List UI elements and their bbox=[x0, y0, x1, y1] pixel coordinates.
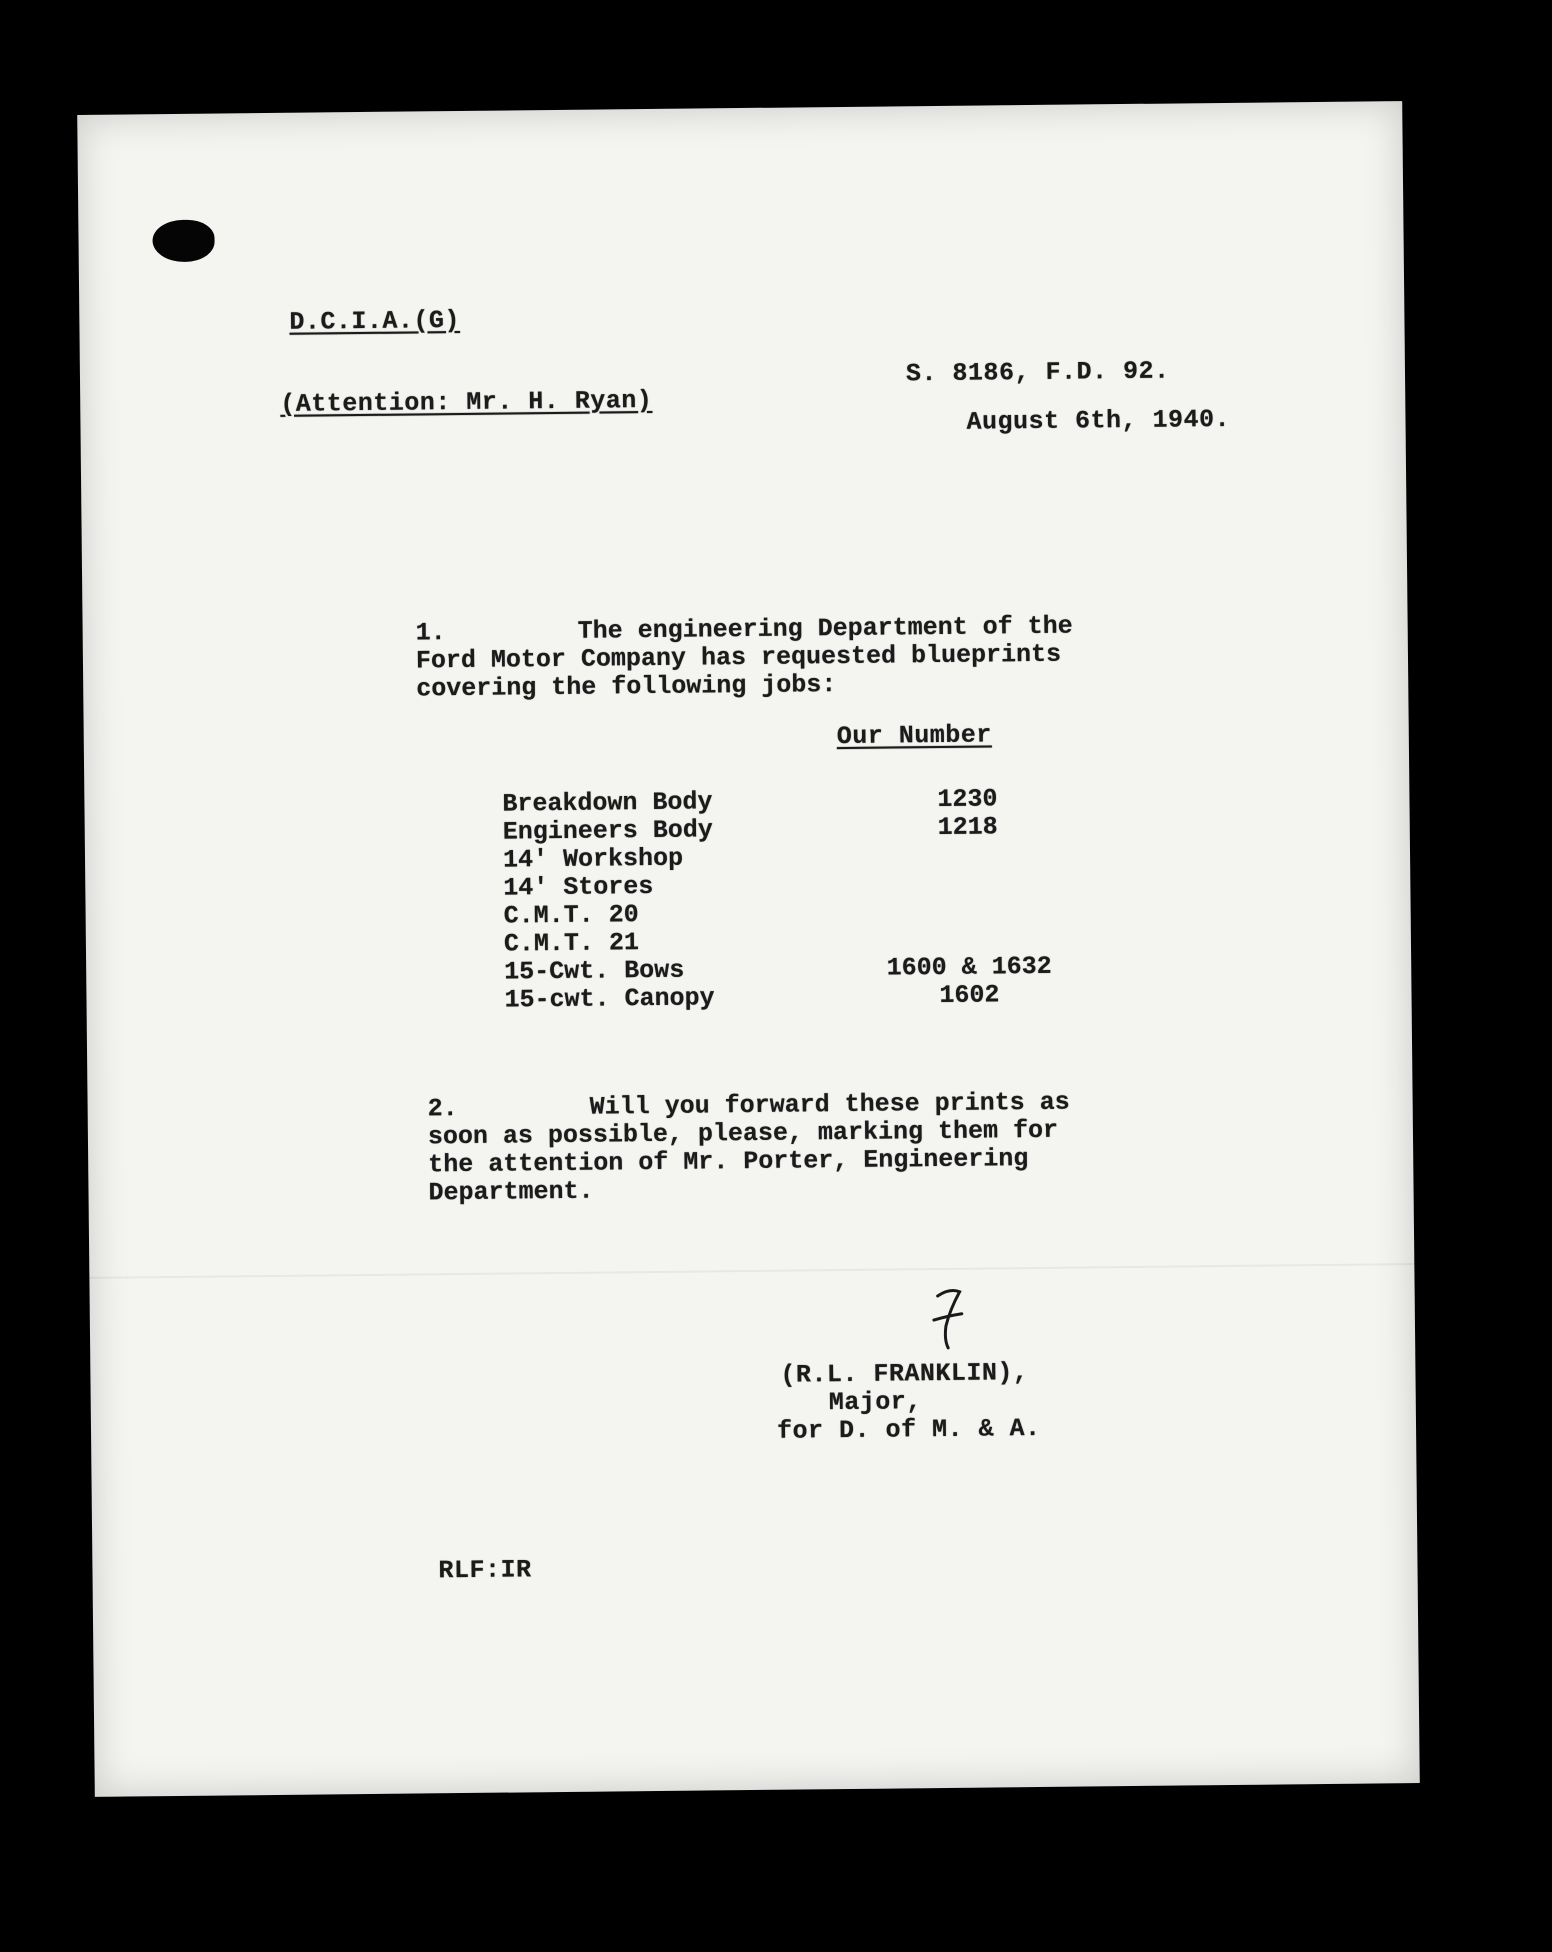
jobs-list bbox=[502, 784, 1124, 1014]
job-number: 1600 & 1632 bbox=[886, 951, 1052, 983]
job-number: 1602 bbox=[939, 980, 1000, 1011]
job-name: 14' Stores bbox=[503, 871, 654, 903]
job-row bbox=[504, 980, 1124, 1014]
job-name: Breakdown Body bbox=[502, 787, 713, 819]
file-reference: S. 8186, F.D. 92. bbox=[905, 356, 1170, 389]
job-number: 1218 bbox=[937, 812, 998, 843]
paragraph-2-line-3: the attention of Mr. Porter, Engineering bbox=[428, 1144, 1029, 1180]
job-name: C.M.T. 21 bbox=[503, 928, 640, 959]
paragraph-2 bbox=[428, 1089, 1071, 1208]
paragraph-2-line-4: Department. bbox=[428, 1176, 594, 1208]
typist-initials: RLF:IR bbox=[438, 1555, 532, 1586]
job-name: Engineers Body bbox=[502, 815, 713, 847]
job-number: 1230 bbox=[937, 784, 998, 815]
signatory-name: (R.L. FRANKLIN), bbox=[780, 1358, 1029, 1390]
paragraph-2-line-2: soon as possible, please, marking them for bbox=[427, 1115, 1059, 1152]
paragraph-1 bbox=[416, 613, 1074, 704]
addressee: D.C.I.A.(G) bbox=[289, 305, 461, 337]
job-name: 15-Cwt. Bows bbox=[504, 955, 685, 987]
jobs-column-header: Our Number bbox=[836, 720, 992, 752]
paragraph-1-line-2: Ford Motor Company has requested blueprints bbox=[415, 639, 1062, 676]
ink-blot bbox=[152, 220, 214, 263]
attention-line: (Attention: Mr. H. Ryan) bbox=[280, 385, 653, 419]
signatory-rank: Major, bbox=[828, 1387, 922, 1418]
paragraph-1-line-3: covering the following jobs: bbox=[416, 670, 837, 704]
job-name: 14' Workshop bbox=[502, 843, 684, 875]
signatory-for-line: for D. of M. & A. bbox=[776, 1413, 1041, 1446]
job-name: C.M.T. 20 bbox=[503, 900, 639, 931]
paragraph-1-line-1: The engineering Department of the bbox=[577, 611, 1073, 646]
handwritten-initial bbox=[920, 1286, 981, 1357]
letter-date: August 6th, 1940. bbox=[966, 404, 1231, 437]
letter-page bbox=[77, 101, 1420, 1797]
paragraph-1-number: 1. bbox=[415, 618, 446, 648]
fold-line bbox=[89, 1263, 1414, 1279]
paragraph-2-line-1: Will you forward these prints as bbox=[589, 1087, 1070, 1122]
job-name: 15-cwt. Canopy bbox=[504, 983, 715, 1015]
paragraph-2-number: 2. bbox=[427, 1094, 458, 1124]
